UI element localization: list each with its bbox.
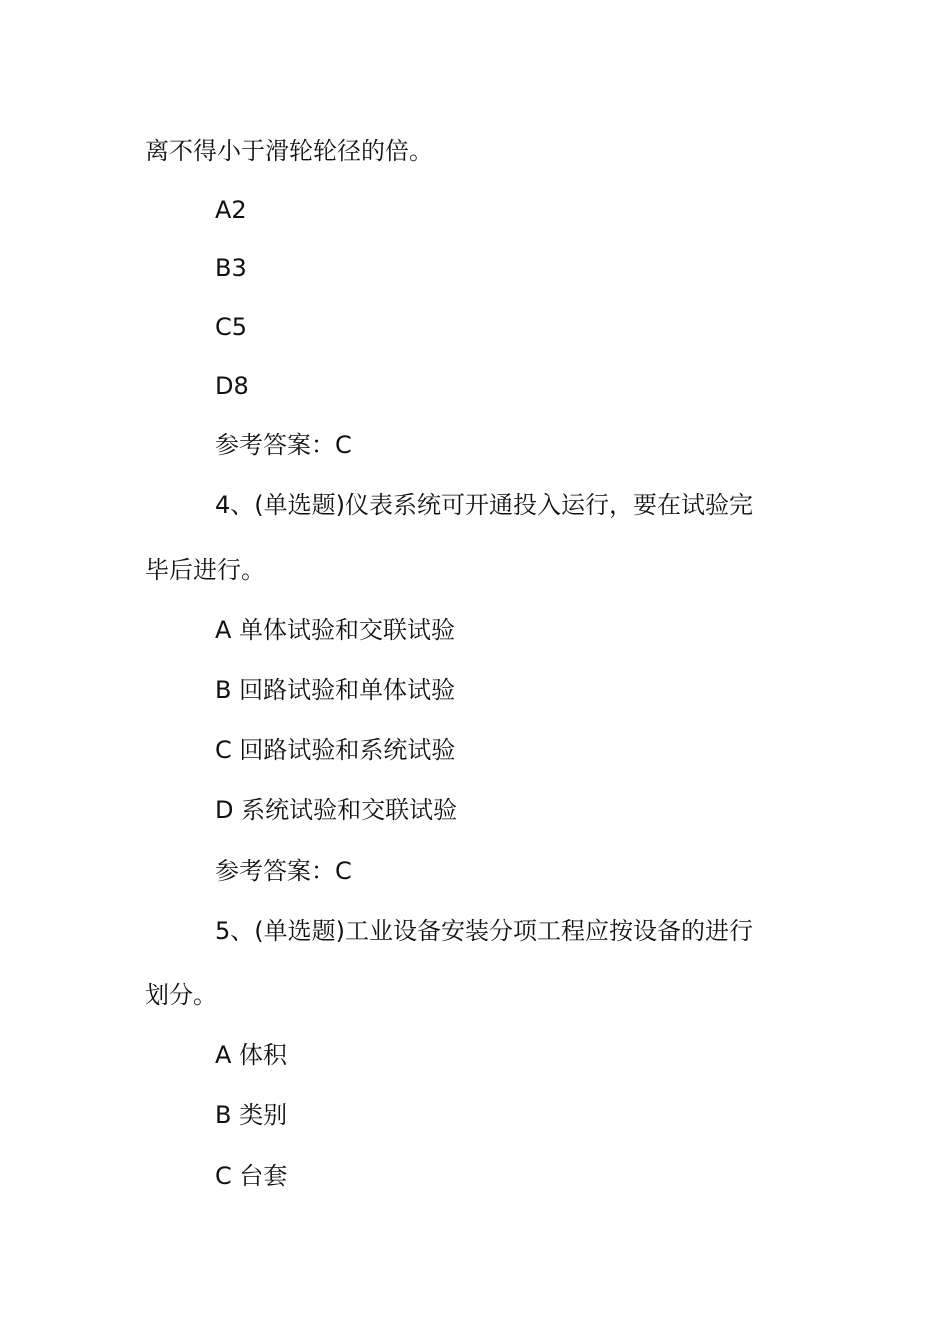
question-4-option-a: A 单体试验和交联试验 [215,616,456,644]
question-3-answer: 参考答案：C [215,431,352,459]
question-4-option-d: D 系统试验和交联试验 [215,796,458,824]
question-5-option-c: C 台套 [215,1162,288,1190]
question-5-option-b: B 类别 [215,1101,288,1129]
question-5-stem-line-1: 5、(单选题)工业设备安装分项工程应按设备的进行 [215,917,753,945]
question-3-option-b: B3 [215,254,247,282]
question-4-answer: 参考答案：C [215,857,352,885]
question-4-option-c: C 回路试验和系统试验 [215,736,456,764]
question-5-stem-line-2: 划分。 [145,981,217,1009]
question-3-option-c: C5 [215,313,248,341]
question-4-stem-line-2: 毕后进行。 [145,556,265,584]
question-5-option-a: A 体积 [215,1041,288,1069]
question-3-option-a: A2 [215,196,247,224]
question-3-stem-continuation: 离不得小于滑轮轮径的倍。 [145,137,433,165]
question-4-option-b: B 回路试验和单体试验 [215,676,456,704]
question-4-stem-line-1: 4、(单选题)仪表系统可开通投入运行，要在试验完 [215,491,753,519]
question-3-option-d: D8 [215,372,249,400]
